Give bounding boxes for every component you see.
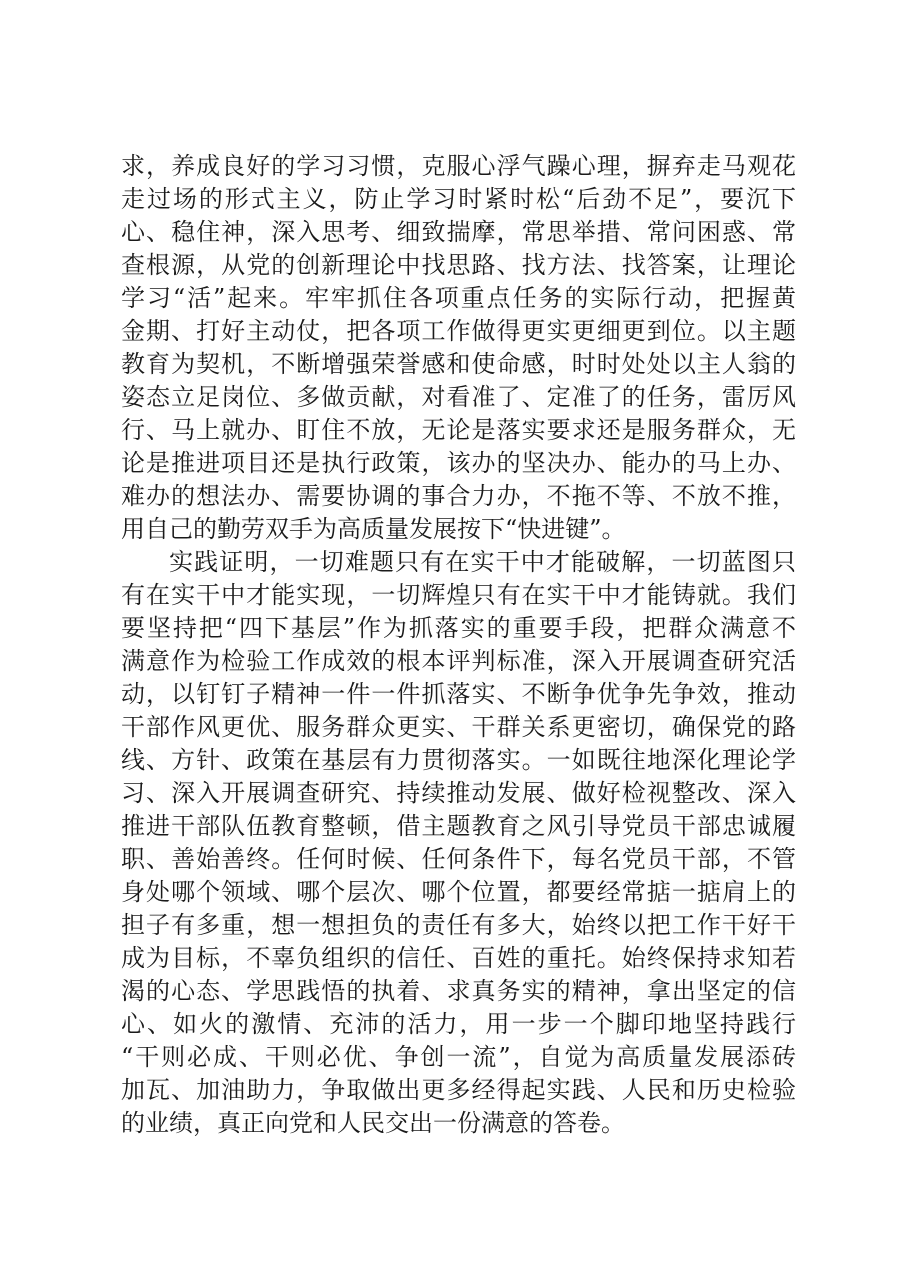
text-line: 线、方针、政策在基层有力贯彻落实。一如既往地深化理论学 <box>121 746 796 774</box>
text-line: 金期、打好主动仗，把各项工作做得更实更细更到位。以主题 <box>121 317 796 345</box>
body-text <box>121 150 796 1140</box>
text-line: 教育为契机，不断增强荣誉感和使命感，时时处处以主人翁的 <box>121 350 796 378</box>
text-line: 身处哪个领域、哪个层次、哪个位置，都要经常掂一掂肩上的 <box>121 878 796 906</box>
text-line: 习、深入开展调查研究、持续推动发展、做好检视整改、深入 <box>121 779 796 807</box>
text-line: 满意作为检验工作成效的根本评判标准，深入开展调查研究活 <box>121 647 796 675</box>
text-line: 走过场的形式主义，防止学习时紧时松“后劲不足”，要沉下 <box>121 185 796 213</box>
text-line: 求，养成良好的学习习惯，克服心浮气躁心理，摒弃走马观花 <box>121 152 796 180</box>
text-line: 行、马上就办、盯住不放，无论是落实要求还是服务群众，无 <box>121 416 796 444</box>
text-line: 加瓦、加油助力，争取做出更多经得起实践、人民和历史检验 <box>121 1076 796 1104</box>
text-line: 职、善始善终。任何时候、任何条件下，每名党员干部，不管 <box>121 845 796 873</box>
paragraph-1 <box>121 150 796 546</box>
text-line: 学习“活”起来。牢牢抓住各项重点任务的实际行动，把握黄 <box>121 284 796 312</box>
text-line: “干则必成、干则必优、争创一流”，自觉为高质量发展添砖 <box>121 1043 796 1071</box>
text-line: 姿态立足岗位、多做贡献，对看准了、定准了的任务，雷厉风 <box>121 383 796 411</box>
paragraph-2 <box>121 546 796 1140</box>
text-line: 心、稳住神，深入思考、细致揣摩，常思举措、常问困惑、常 <box>121 218 796 246</box>
text-line: 干部作风更优、服务群众更实、干群关系更密切，确保党的路 <box>121 713 796 741</box>
text-line: 心、如火的激情、充沛的活力，用一步一个脚印地坚持践行 <box>121 1010 796 1038</box>
text-line: 用自己的勤劳双手为高质量发展按下“快进键”。 <box>121 515 626 543</box>
text-line: 推进干部队伍教育整顿，借主题教育之风引导党员干部忠诚履 <box>121 812 796 840</box>
text-line: 论是推进项目还是执行政策，该办的坚决办、能办的马上办、 <box>121 449 796 477</box>
text-line: 有在实干中才能实现，一切辉煌只有在实干中才能铸就。我们 <box>121 581 796 609</box>
text-line: 动，以钉钉子精神一件一件抓落实、不断争优争先争效，推动 <box>121 680 796 708</box>
text-line: 要坚持把“四下基层”作为抓落实的重要手段，把群众满意不 <box>121 614 796 642</box>
text-line: 渴的心态、学思践悟的执着、求真务实的精神，拿出坚定的信 <box>121 977 796 1005</box>
text-line: 查根源，从党的创新理论中找思路、找方法、找答案，让理论 <box>121 251 796 279</box>
text-line: 难办的想法办、需要协调的事合力办，不拖不等、不放不推， <box>121 482 796 510</box>
text-line: 的业绩，真正向党和人民交出一份满意的答卷。 <box>121 1109 625 1137</box>
text-line: 担子有多重，想一想担负的责任有多大，始终以把工作干好干 <box>121 911 796 939</box>
text-line: 成为目标，不辜负组织的信任、百姓的重托。始终保持求知若 <box>121 944 796 972</box>
text-line: 实践证明，一切难题只有在实干中才能破解，一切蓝图只 <box>169 548 796 576</box>
